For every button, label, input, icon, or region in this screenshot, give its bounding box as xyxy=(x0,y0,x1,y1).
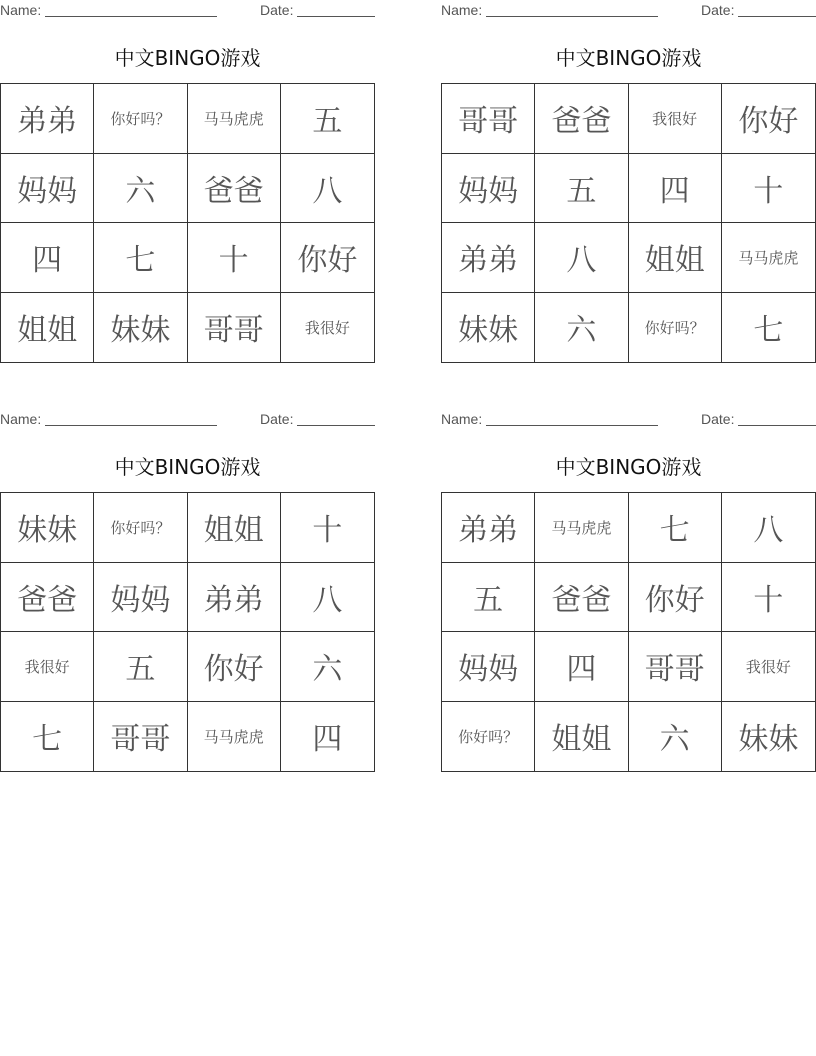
bingo-cell: 四 xyxy=(312,722,343,758)
bingo-cell: 妹妹 xyxy=(738,722,799,758)
date-label: Date: xyxy=(260,2,294,18)
bingo-cell: 姐姐 xyxy=(188,493,281,563)
bingo-cell: 我很好 xyxy=(722,632,815,702)
date-blank xyxy=(297,2,375,17)
bingo-grid xyxy=(441,83,816,363)
name-date-line xyxy=(441,409,816,429)
date-label: Date: xyxy=(701,411,735,427)
name-date-line xyxy=(441,0,816,20)
bingo-cell: 十 xyxy=(281,493,374,563)
bingo-cell: 五 xyxy=(94,632,187,702)
bingo-cell: 四 xyxy=(535,632,628,702)
bingo-cell: 十 xyxy=(722,154,815,224)
bingo-cell: 你好吗？ xyxy=(629,293,722,363)
bingo-cell: 爸爸 xyxy=(535,84,628,154)
bingo-cell: 五 xyxy=(535,154,628,224)
date-blank xyxy=(738,2,816,17)
bingo-cell: 马马虎虎 xyxy=(188,702,281,772)
bingo-cell: 弟弟 xyxy=(1,84,94,154)
bingo-cell: 我很好 xyxy=(304,318,350,337)
bingo-cell: 六 xyxy=(281,632,374,702)
date-label: Date: xyxy=(260,411,294,427)
bingo-cell: 你好吗？ xyxy=(94,84,187,154)
name-label: Name: xyxy=(0,411,42,427)
bingo-cell: 姐姐 xyxy=(629,223,722,293)
bingo-cell: 妈妈 xyxy=(442,154,535,224)
bingo-card-4 xyxy=(441,409,816,781)
bingo-cell: 我很好 xyxy=(629,84,722,154)
card-title: 中文BINGO游戏 xyxy=(114,455,261,479)
bingo-grid xyxy=(0,492,375,772)
name-label: Name: xyxy=(441,2,483,18)
bingo-cell: 马马虎虎 xyxy=(188,84,281,154)
bingo-grid xyxy=(0,83,375,363)
name-blank xyxy=(486,2,658,17)
bingo-cell: 爸爸 xyxy=(188,154,281,224)
bingo-card-1 xyxy=(0,0,375,372)
bingo-cell: 四 xyxy=(629,154,722,224)
bingo-grid xyxy=(441,492,816,772)
bingo-cell: 爸爸 xyxy=(535,563,628,633)
card-title: 中文BINGO游戏 xyxy=(555,46,702,70)
bingo-cell: 马马虎虎 xyxy=(722,223,815,293)
bingo-cell: 哥哥 xyxy=(94,702,187,772)
card-title: 中文BINGO游戏 xyxy=(555,455,702,479)
bingo-cell: 八 xyxy=(281,563,374,633)
bingo-cell: 你好 xyxy=(188,632,281,702)
name-blank xyxy=(45,2,217,17)
date-blank xyxy=(297,411,375,426)
bingo-cell: 六 xyxy=(535,293,628,363)
bingo-cell: 七 xyxy=(1,702,94,772)
bingo-cell: 七 xyxy=(94,223,187,293)
bingo-cell: 八 xyxy=(722,493,815,563)
bingo-cell: 六 xyxy=(94,154,187,224)
bingo-cell: 你好吗？ xyxy=(94,493,187,563)
bingo-cell: 五 xyxy=(442,563,535,633)
bingo-cell: 八 xyxy=(535,223,628,293)
bingo-cell: 妹妹 xyxy=(1,493,94,563)
bingo-cell: 哥哥 xyxy=(629,632,722,702)
date-blank xyxy=(738,411,816,426)
bingo-cell: 爸爸 xyxy=(1,563,94,633)
bingo-cell: 姐姐 xyxy=(535,702,628,772)
bingo-cell: 弟弟 xyxy=(442,223,535,293)
bingo-cell: 姐姐 xyxy=(1,293,94,363)
bingo-card-3 xyxy=(0,409,375,781)
name-label: Name: xyxy=(0,2,42,18)
bingo-cell: 弟弟 xyxy=(188,563,281,633)
bingo-cell: 妈妈 xyxy=(442,632,535,702)
bingo-cell: 四 xyxy=(1,223,94,293)
name-label: Name: xyxy=(441,411,483,427)
bingo-cell: 六 xyxy=(629,702,722,772)
bingo-card-2 xyxy=(441,0,816,372)
name-blank xyxy=(45,411,217,426)
bingo-cell: 十 xyxy=(188,223,281,293)
name-date-line xyxy=(0,409,375,429)
bingo-cell: 弟弟 xyxy=(442,493,535,563)
name-date-line xyxy=(0,0,375,20)
bingo-cell: 我很好 xyxy=(1,632,94,702)
card-title: 中文BINGO游戏 xyxy=(114,46,261,70)
bingo-cell: 五 xyxy=(281,84,374,154)
bingo-cell: 七 xyxy=(629,493,722,563)
bingo-cell: 你好 xyxy=(281,223,374,293)
bingo-cell: 马马虎虎 xyxy=(535,493,628,563)
bingo-cell: 你好 xyxy=(629,563,722,633)
bingo-cell: 哥哥 xyxy=(188,293,281,363)
bingo-cell: 妹妹 xyxy=(442,293,535,363)
bingo-cell: 七 xyxy=(753,313,784,349)
bingo-cell: 你好吗？ xyxy=(442,702,535,772)
date-label: Date: xyxy=(701,2,735,18)
bingo-cell: 妈妈 xyxy=(94,563,187,633)
name-blank xyxy=(486,411,658,426)
bingo-cell: 你好 xyxy=(722,84,815,154)
bingo-cell: 妈妈 xyxy=(1,154,94,224)
bingo-cell: 十 xyxy=(722,563,815,633)
bingo-cell: 妹妹 xyxy=(94,293,187,363)
bingo-cell: 哥哥 xyxy=(442,84,535,154)
bingo-cell: 八 xyxy=(281,154,374,224)
